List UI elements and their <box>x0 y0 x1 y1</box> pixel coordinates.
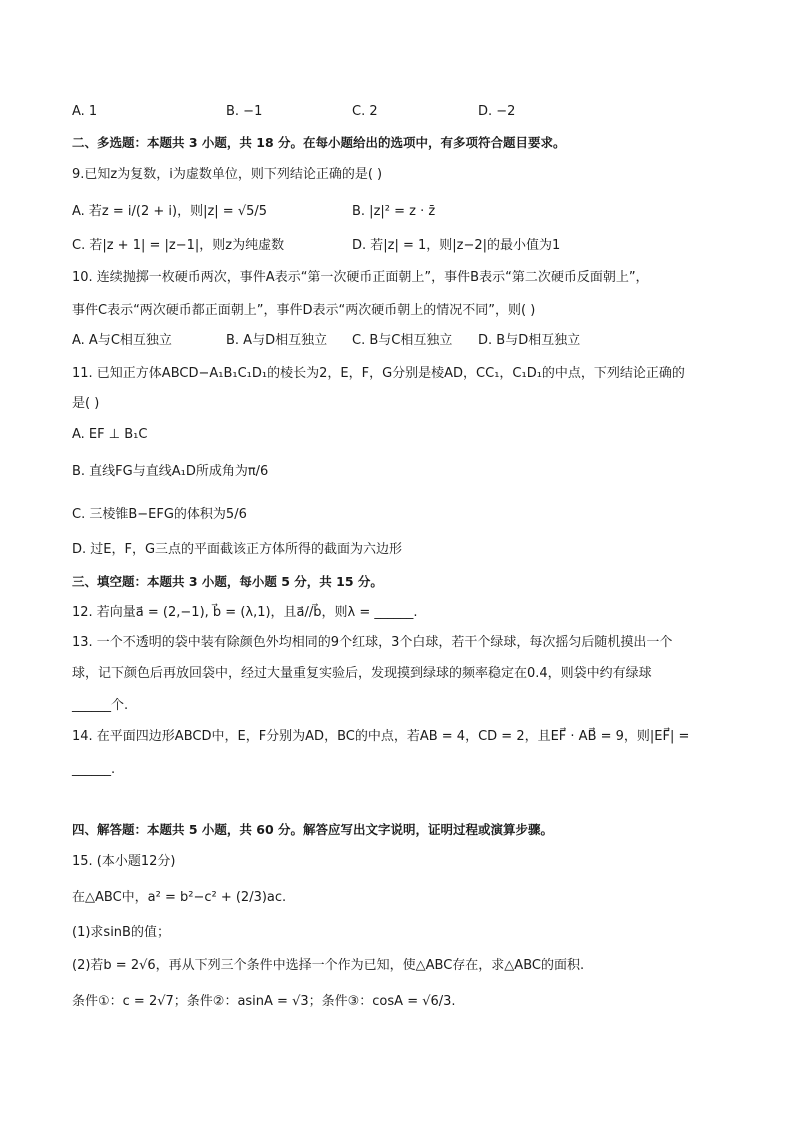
q9-option-c: C. 若|z + 1| = |z−1|，则z为纯虚数 <box>72 238 285 253</box>
q8-option-d: D. −2 <box>478 104 516 119</box>
q11-line1: 11. 已知正方体ABCD−A₁B₁C₁D₁的棱长为2，E，F，G分别是棱AD，CC₁，C₁D₁的中点，下列结论正确的 <box>72 366 685 381</box>
section4-header: 四、解答题：本题共 5 小题，共 60 分。解答应写出文字说明，证明过程或演算步骤。 <box>72 822 554 837</box>
section3-header: 三、填空题：本题共 3 小题，每小题 5 分，共 15 分。 <box>72 574 383 589</box>
q14-line2: ______. <box>72 762 116 777</box>
q13-line2: 球，记下颜色后再放回袋中，经过大量重复实验后，发现摸到绿球的频率稳定在0.4，则袋中约有绿球 <box>72 666 652 681</box>
q9-option-d: D. 若|z| = 1，则|z−2|的最小值为1 <box>352 238 561 253</box>
q9-option-a: A. 若z = i/(2 + i)，则|z| = √5/5 <box>72 204 268 219</box>
q13-line1: 13. 一个不透明的袋中装有除颜色外均相同的9个红球，3个白球，若干个绿球，每次摇匀后随机摸出一个 <box>72 635 673 650</box>
q15-conditions: 条件①：c = 2√7；条件②：asinA = √3；条件③：cosA = √6/3. <box>72 994 456 1009</box>
q10-option-d: D. B与D相互独立 <box>478 333 581 348</box>
q13-line3: ______个. <box>72 698 129 713</box>
q10-option-c: C. B与C相互独立 <box>352 333 453 348</box>
q15-part2: (2)若b = 2√6，再从下列三个条件中选择一个作为已知，使△ABC存在，求△ABC的面积. <box>72 958 585 973</box>
q15-given: 在△ABC中，a² = b²−c² + (2/3)ac. <box>72 890 287 905</box>
q11-line2: 是( ) <box>72 396 100 411</box>
q8-option-c: C. 2 <box>352 104 378 119</box>
q10-line2: 事件C表示“两次硬币都正面朝上”，事件D表示“两次硬币朝上的情况不同”，则( ) <box>72 303 536 318</box>
q11-option-b: B. 直线FG与直线A₁D所成角为π/6 <box>72 464 269 479</box>
q12: 12. 若向量a⃗ = (2,−1), b⃗ = (λ,1)，且a⃗//b⃗，则λ = ______. <box>72 605 418 620</box>
q15-title: 15. (本小题12分) <box>72 854 176 869</box>
q15-part1: (1)求sinB的值； <box>72 925 170 940</box>
section2-header: 二、多选题：本题共 3 小题，共 18 分。在每小题给出的选项中，有多项符合题目要求。 <box>72 135 566 150</box>
q11-option-c: C. 三棱锥B−EFG的体积为5/6 <box>72 507 247 522</box>
q11-option-d: D. 过E，F，G三点的平面截该正方体所得的截面为六边形 <box>72 542 403 557</box>
q10-option-b: B. A与D相互独立 <box>226 333 328 348</box>
q8-option-a: A. 1 <box>72 104 98 119</box>
q11-option-a: A. EF ⊥ B₁C <box>72 427 148 442</box>
q9-stem: 9.已知z为复数，i为虚数单位，则下列结论正确的是( ) <box>72 167 383 182</box>
q10-line1: 10. 连续抛掷一枚硬币两次，事件A表示“第一次硬币正面朝上”，事件B表示“第二次硬币反面朝上”， <box>72 270 649 285</box>
q14-line1: 14. 在平面四边形ABCD中，E，F分别为AD，BC的中点，若AB = 4，CD = 2，且EF⃗ · AB⃗ = 9，则|EF⃗| = <box>72 729 690 744</box>
q8-option-b: B. −1 <box>226 104 263 119</box>
q9-option-b: B. |z|² = z · z̄ <box>352 204 436 219</box>
q10-option-a: A. A与C相互独立 <box>72 333 172 348</box>
